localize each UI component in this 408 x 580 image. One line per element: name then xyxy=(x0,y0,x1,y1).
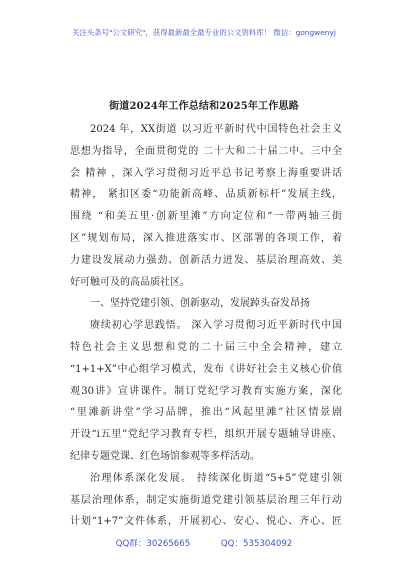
body-line: 精神， 紧扣区委“功能新高峰、品质新标杆”发展主线， xyxy=(70,189,342,201)
qq-contact-label: QQ：535304092 xyxy=(220,539,293,549)
contact-footer xyxy=(0,537,408,549)
document-title: 街道2024年工作总结和2025年工作思路 xyxy=(109,101,299,112)
promo-header xyxy=(0,0,408,48)
body-line: 基层治理体系，制定实施街道党建引领基层治理三年行动 xyxy=(70,494,342,506)
promo-notice: 关注头条号"公文研究"，获得最新最全最专业的公文资料库！ 微信：gongwenyj xyxy=(72,28,336,37)
qq-group-label: QQ群：30265665 xyxy=(115,539,191,549)
section-heading: 一、坚持党建引领、创新驱动，发展踔头奋发昂扬 xyxy=(90,298,310,310)
body-line: 特色社会主义思想和党的二十届三中全会精神，建立 xyxy=(70,341,342,353)
body-line: 围绕 “和美五里·创新里滩”方向定位和“一带两轴三街 xyxy=(70,211,342,223)
body-line: 计划“1+7”文件体系，开展初心、安心、悦心、齐心、匠 xyxy=(70,516,342,528)
body-line: 思想为指导，全面贯彻党的 二十大和二十届二中、三中全 xyxy=(70,145,342,157)
body-line: “1+1+X”中心组学习模式，发布《讲好社会主义核心价值 xyxy=(70,363,342,375)
body-line: 区”规划布局，深入推进落实市、区部署的各项工作，着 xyxy=(70,232,342,244)
document-body xyxy=(70,119,342,533)
body-line: 好可触可及的高品质社区。 xyxy=(70,276,190,288)
body-line: 开设“i五里”党纪学习教育专栏，组织开展专题辅导讲座、 xyxy=(70,429,342,441)
body-line: 纪律专题党课、红色场馆参观等多样活动。 xyxy=(70,450,260,462)
body-line: “里滩新讲堂”学习品牌，推出“风起里滩”社区情景剧 xyxy=(70,407,342,419)
body-line: 2024 年，XX街道 以习近平新时代中国特色社会主义 xyxy=(90,124,342,135)
body-line: 赓续初心学思践悟。 深入学习贯彻习近平新时代中国 xyxy=(90,320,342,332)
body-line: 力建设发展动力强劲、创新活力迸发、基层治理高效、美 xyxy=(70,254,342,266)
body-line: 会 精神 ，深入学习贯彻习近平总书记考察上海重要讲话 xyxy=(70,167,342,179)
body-line: 治理体系深化发展。 持续深化街道“5+5”党建引领 xyxy=(90,472,342,484)
body-line: 观30讲》宣讲课件。制订党纪学习教育实施方案，深化 xyxy=(70,385,342,397)
